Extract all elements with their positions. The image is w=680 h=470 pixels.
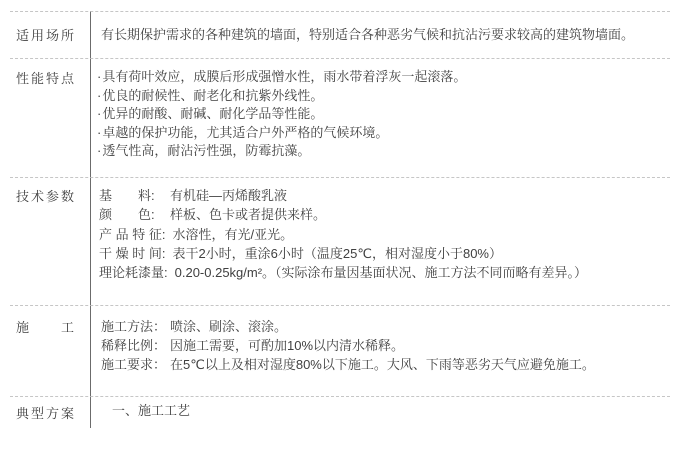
param-product-character — [99, 225, 670, 244]
table-row-technical-parameters — [10, 177, 670, 305]
row-content-cell — [90, 317, 670, 374]
row-label-cell — [10, 25, 90, 45]
spec-table — [10, 11, 670, 430]
param-value: 样板、色卡或者提供来样。 — [170, 207, 327, 223]
row-content-cell — [90, 25, 670, 44]
construction-method — [101, 317, 670, 336]
work-label: 施工方法： — [101, 319, 167, 334]
row-label-cell — [10, 317, 90, 337]
param-label: 颜 色: — [99, 207, 155, 223]
param-label: 产 品 特 征: — [99, 226, 166, 242]
feature-item: · 优良的耐候性、耐老化和抗紫外线性。 — [97, 87, 670, 106]
param-drying-time — [99, 244, 670, 263]
table-row-performance-features — [10, 58, 670, 177]
typical-scheme-text: 一、施工工艺 — [112, 403, 191, 418]
work-value: 在5℃以上及相对湿度80%以下施工。大风、下雨等恶劣天气应避免施工。 — [170, 357, 595, 372]
row-label: 适用场所 — [16, 28, 77, 43]
feature-list — [97, 68, 670, 161]
param-label: 基 料: — [99, 188, 155, 203]
param-label: 干 燥 时 间: — [99, 245, 166, 261]
param-value: 表干2小时，重涂6小时（温度25℃，相对湿度小于80%） — [172, 245, 502, 261]
row-content-cell — [90, 186, 670, 282]
row-content-cell — [90, 403, 670, 419]
param-value: 有机硅—丙烯酸乳液 — [170, 188, 288, 203]
row-label-cell — [10, 403, 90, 423]
row-label: 技术参数 — [16, 189, 77, 204]
table-row-typical-scheme — [10, 396, 670, 430]
feature-item: · 优异的耐酸、耐碱、耐化学品等性能。 — [97, 105, 670, 124]
table-row-construction — [10, 305, 670, 396]
work-value: 喷涂、刷涂、滚涂。 — [170, 319, 288, 334]
construction-requirement — [101, 355, 670, 374]
row-content-cell — [90, 68, 670, 161]
feature-item: · 透气性高，耐沾污性强，防霉抗藻。 — [97, 142, 670, 161]
table-row-applicable-places — [10, 11, 670, 58]
row-label: 典型方案 — [16, 406, 77, 421]
work-value: 因施工需要，可酌加10%以内清水稀释。 — [170, 338, 405, 353]
feature-item: · 卓越的保护功能，尤其适合户外严格的气候环境。 — [97, 124, 670, 143]
param-base-material — [99, 186, 670, 205]
dilution-ratio — [101, 336, 670, 355]
param-theoretical-consumption — [99, 263, 670, 282]
applicable-places-text: 有长期保护需求的各种建筑的墙面，特别适合各种恶劣气候和抗沾污要求较高的建筑物墙面。 — [101, 27, 635, 42]
feature-item: · 具有荷叶效应，成膜后形成强憎水性，雨水带着浮灰一起滚落。 — [97, 68, 670, 87]
work-label: 稀释比例： — [101, 338, 167, 353]
param-value: 水溶性，有光/亚光。 — [172, 226, 294, 242]
param-value: 0.20-0.25kg/m²。（实际涂布量因基面状况、施工方法不同而略有差异。） — [174, 265, 588, 281]
row-label-cell — [10, 68, 90, 88]
row-label: 施 工 — [16, 320, 77, 335]
row-label-cell — [10, 186, 90, 206]
param-color — [99, 205, 670, 224]
row-label: 性能特点 — [16, 71, 77, 86]
work-label: 施工要求： — [101, 357, 167, 372]
param-label: 理论耗漆量: — [99, 265, 168, 281]
